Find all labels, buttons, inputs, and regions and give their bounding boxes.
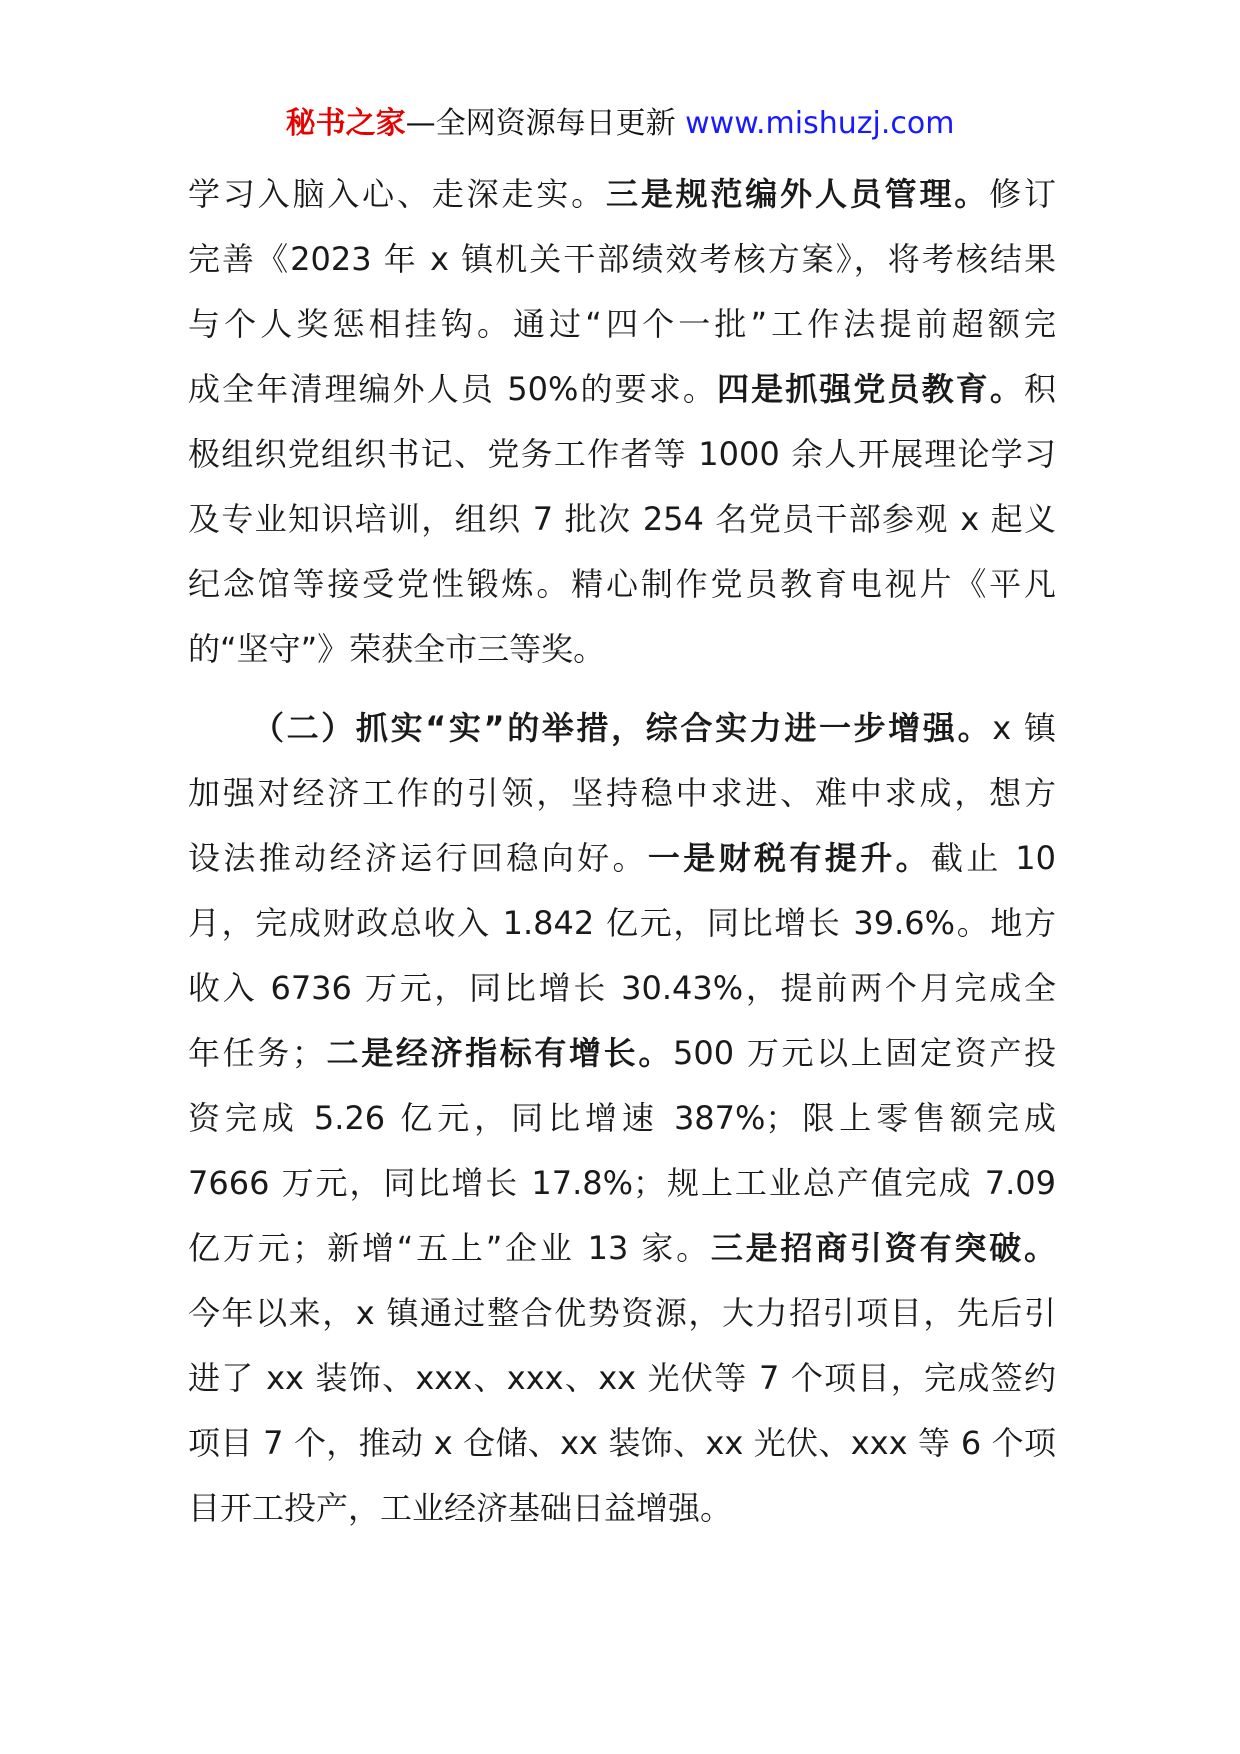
body-text-run: 的“坚守”》荣获全市三等奖。: [188, 630, 606, 668]
body-text-run: 资完成 5.26 亿元，同比增速 387%；限上零售额完成: [188, 1099, 1056, 1137]
text-line: [188, 1476, 1056, 1541]
bold-heading-text: 三是规范编外人员管理。: [605, 175, 990, 213]
body-text-run: 与个人奖惩相挂钩。通过“四个一批”工作法提前超额完: [188, 305, 1056, 343]
text-line: [188, 1216, 1056, 1281]
body-text-run: 月，完成财政总收入 1.842 亿元，同比增长 39.6%。地方: [188, 904, 1056, 942]
text-line: [188, 162, 1056, 227]
site-url-link[interactable]: www.mishuzj.com: [685, 106, 955, 141]
text-line: [188, 891, 1056, 956]
text-line: [188, 1281, 1056, 1346]
text-line: [188, 1021, 1056, 1086]
paragraph-gap: [188, 682, 1056, 696]
text-line: [188, 826, 1056, 891]
body-text-run: 纪念馆等接受党性锻炼。精心制作党员教育电视片《平凡: [188, 565, 1056, 603]
text-line: [188, 1151, 1056, 1216]
body-text-run: 收入 6736 万元，同比增长 30.43%，提前两个月完成全: [188, 969, 1056, 1007]
body-text-run: 极组织党组织书记、党务工作者等 1000 余人开展理论学习: [188, 435, 1056, 473]
body-text-run: 500 万元以上固定资产投: [672, 1034, 1056, 1072]
body-text-run: 设法推动经济运行回稳向好。: [188, 839, 648, 877]
brand-name: 秘书之家: [285, 106, 406, 141]
body-text-run: 7666 万元，同比增长 17.8%；规上工业总产值完成 7.09: [188, 1164, 1056, 1202]
body-text-run: 修订: [989, 175, 1056, 213]
text-line: [188, 487, 1056, 552]
body-text-run: 项目 7 个，推动 x 仓储、xx 装饰、xx 光伏、xxx 等 6 个项: [188, 1424, 1056, 1462]
body-text-run: 截止 10: [930, 839, 1056, 877]
body-text-run: 完善《2023 年 x 镇机关干部绩效考核方案》，将考核结果: [188, 240, 1056, 278]
body-text-run: 今年以来，x 镇通过整合优势资源，大力招引项目，先后引: [188, 1294, 1056, 1332]
header-tagline: —全网资源每日更新: [405, 106, 686, 141]
body-text-run: x 镇: [992, 709, 1056, 747]
document-body: [188, 162, 1056, 1541]
text-line: [188, 357, 1056, 422]
text-line: [188, 1346, 1056, 1411]
text-line: [188, 1411, 1056, 1476]
bold-heading-text: （二）抓实“实”的举措，综合实力进一步增强。: [252, 709, 993, 747]
body-text-run: 亿万元；新增“五上”企业 13 家。: [188, 1229, 711, 1267]
body-text-run: 进了 xx 装饰、xxx、xxx、xx 光伏等 7 个项目，完成签约: [188, 1359, 1056, 1397]
text-line: [188, 761, 1056, 826]
body-text-run: 年任务；: [188, 1034, 324, 1072]
text-line: [188, 292, 1056, 357]
body-text-run: 及专业知识培训，组织 7 批次 254 名党员干部参观 x 起义: [188, 500, 1056, 538]
text-line: [188, 617, 1056, 682]
text-line: [188, 422, 1056, 487]
bold-heading-text: 一是财税有提升。: [647, 839, 931, 877]
bold-heading-text: 四是抓强党员教育。: [716, 370, 1024, 408]
text-line: [188, 1086, 1056, 1151]
text-line: [188, 956, 1056, 1021]
text-line: [188, 552, 1056, 617]
body-text-run: 加强对经济工作的引领，坚持稳中求进、难中求成，想方: [188, 774, 1056, 812]
site-header: [0, 102, 1240, 146]
body-text-run: 成全年清理编外人员 50%的要求。: [188, 370, 717, 408]
bold-heading-text: 三是招商引资有突破。: [710, 1229, 1056, 1267]
text-line: [188, 227, 1056, 292]
body-text-run: 积: [1023, 370, 1056, 408]
bold-heading-text: 二是经济指标有增长。: [323, 1034, 673, 1072]
text-line: [188, 696, 1056, 761]
body-text-run: 目开工投产，工业经济基础日益增强。: [188, 1489, 733, 1527]
body-text-run: 学习入脑入心、走深走实。: [188, 175, 606, 213]
